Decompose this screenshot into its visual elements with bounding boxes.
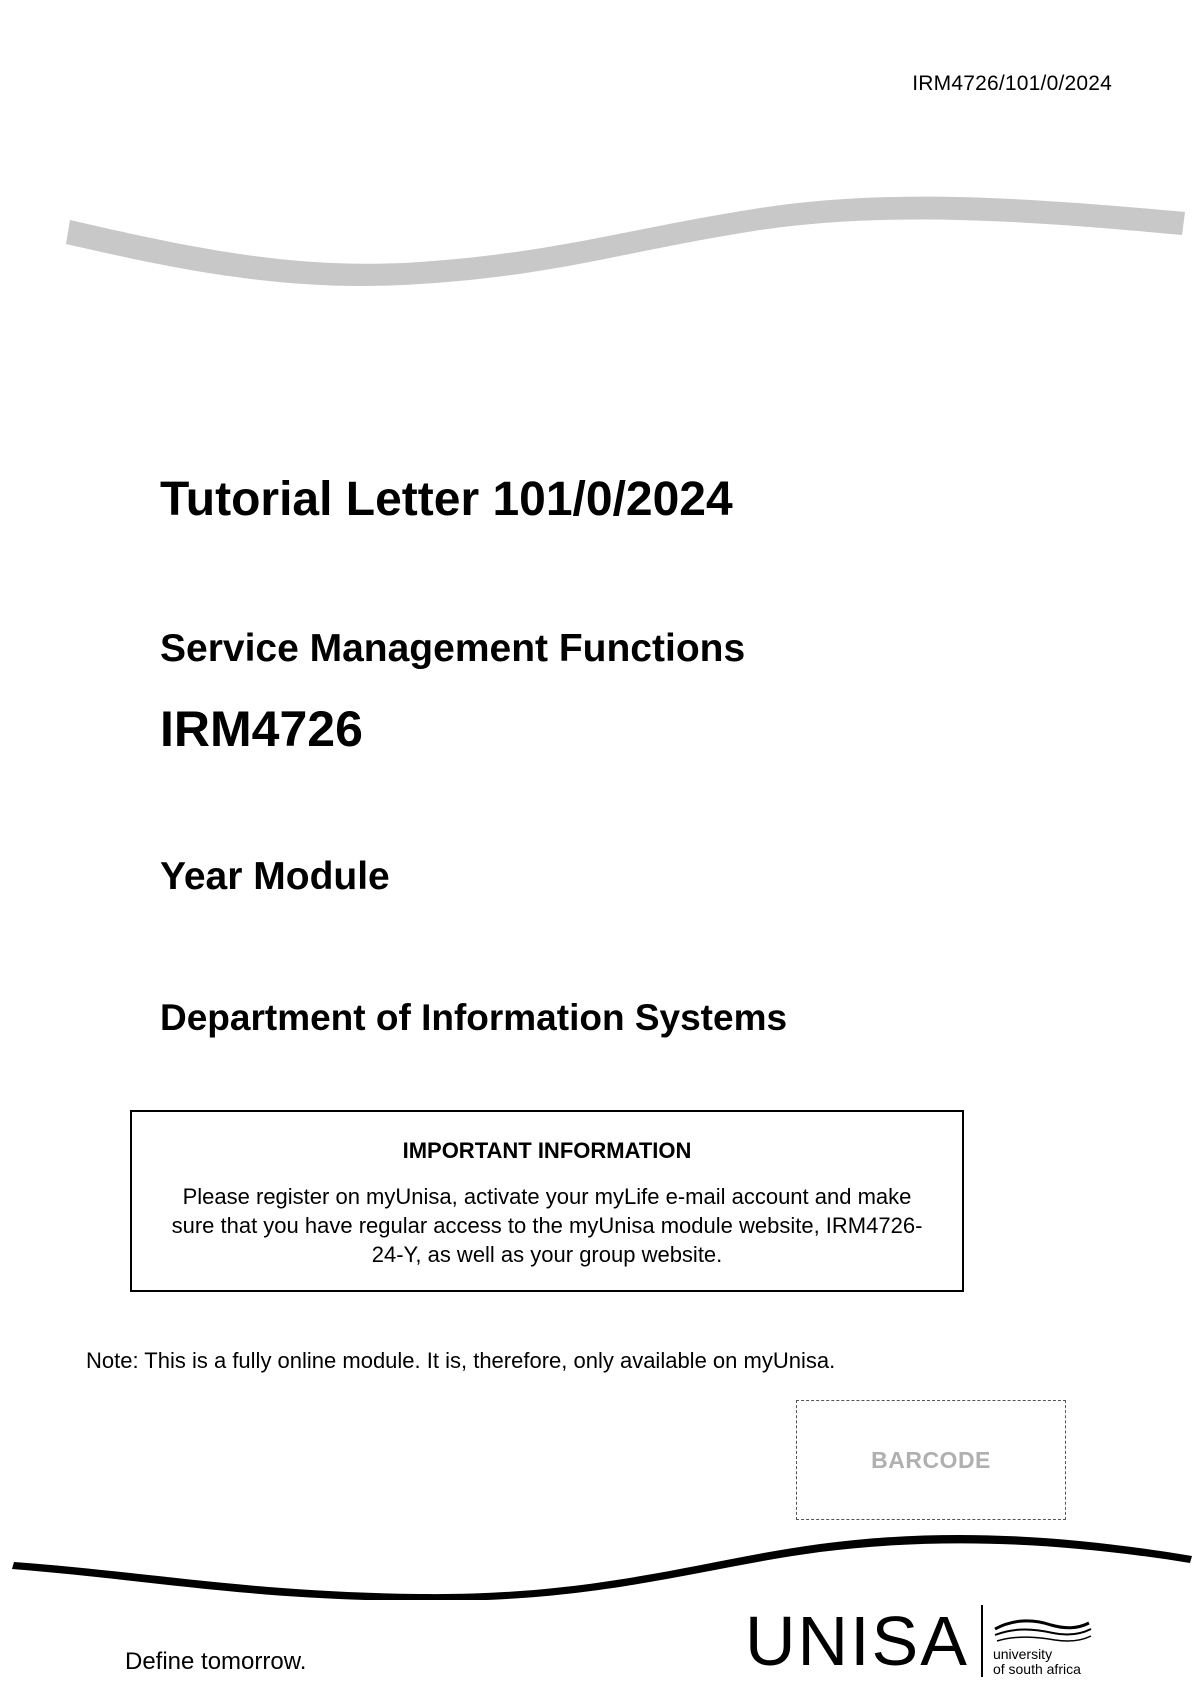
module-code: IRM4726 [160, 701, 363, 757]
unisa-logo [745, 1602, 1093, 1680]
module-name: Service Management Functions [160, 627, 746, 670]
document-code: IRM4726/101/0/2024 [912, 72, 1112, 95]
module-type: Year Module [160, 855, 390, 898]
logo-divider [981, 1605, 983, 1677]
decorative-top-wave [0, 180, 1200, 290]
logo-wordmark: UNISA [745, 1602, 969, 1680]
barcode-label: BARCODE [871, 1446, 991, 1473]
department-name: Department of Information Systems [160, 997, 788, 1038]
tagline: Define tomorrow. [125, 1648, 307, 1675]
barcode-placeholder [796, 1400, 1066, 1520]
online-module-note: Note: This is a fully online module. It is, therefore, only available on myUnisa. [86, 1348, 836, 1373]
logo-subtitle-block [993, 1605, 1093, 1677]
logo-line-university: university [992, 1646, 1053, 1662]
waves-logo-icon [993, 1615, 1093, 1647]
important-information-text: Please register on myUnisa, activate your myLife e-mail account and make sure that you have regular access to the myUnisa module website, IRM4726-24-Y, as well as your group website. [171, 1184, 923, 1267]
important-information-box [130, 1110, 964, 1292]
important-information-heading: IMPORTANT INFORMATION [402, 1138, 692, 1163]
logo-line-south-africa: of south africa [992, 1661, 1081, 1677]
page-title: Tutorial Letter 101/0/2024 [160, 473, 733, 526]
decorative-bottom-wave [0, 1510, 1200, 1600]
